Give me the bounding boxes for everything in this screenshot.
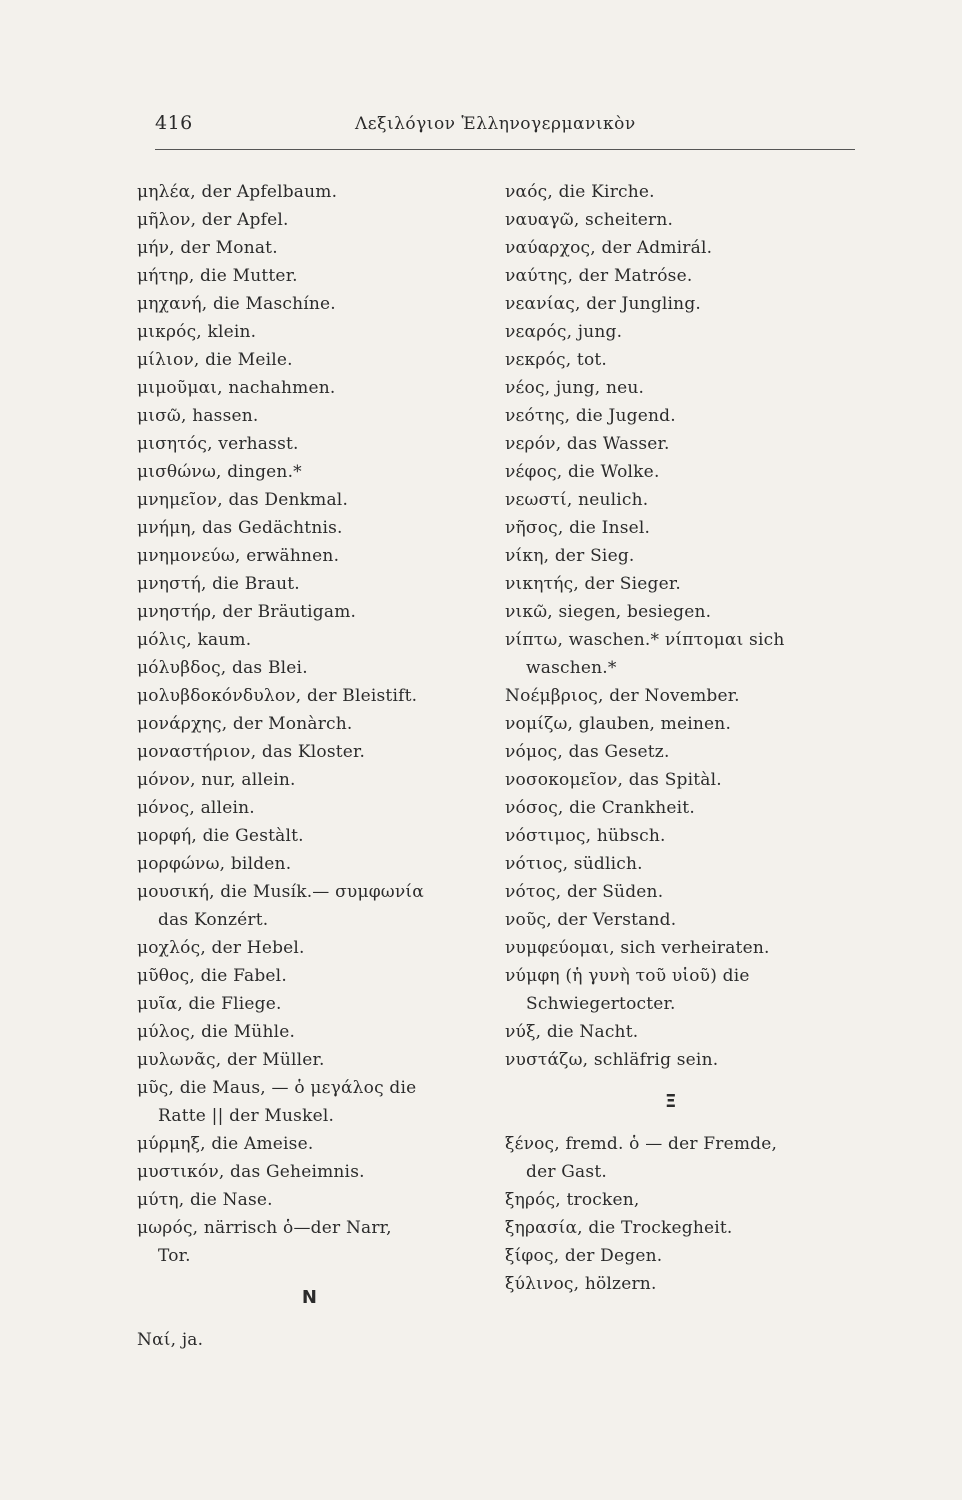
dictionary-entry: νύξ, die Nacht. — [505, 1022, 639, 1042]
dictionary-entry: μιμοῦμαι, nachahmen. — [137, 378, 336, 398]
letter-heading: N — [301, 1287, 318, 1308]
dictionary-entry: μνημεῖον, das Denkmal. — [137, 490, 349, 510]
dictionary-entry: νομίζω, glauben, meinen. — [505, 714, 732, 734]
dictionary-entry: μύλος, die Mühle. — [137, 1022, 296, 1042]
dictionary-entry: νυμφεύομαι, sich verheiraten. — [505, 938, 770, 958]
dictionary-entry: ξένος, fremd. ὁ — der Fremde, — [505, 1134, 778, 1154]
dictionary-entry: μόνον, nur, allein. — [137, 770, 296, 790]
dictionary-entry: νεαρός, jung. — [505, 322, 623, 342]
page-header — [155, 112, 855, 152]
dictionary-entry: νικητής, der Sieger. — [505, 574, 681, 594]
running-title: Λεξιλόγιον Ἑλληνογερμανικὸν — [355, 114, 636, 134]
entry-continuation: Tor. — [158, 1246, 191, 1266]
dictionary-entry: νότος, der Süden. — [505, 882, 664, 902]
dictionary-entry: νίπτω, waschen.* νίπτομαι sich — [505, 630, 785, 650]
dictionary-entry: μυλωνᾶς, der Müller. — [137, 1050, 325, 1070]
dictionary-entry: μῦς, die Maus, — ὁ μεγάλος die — [137, 1078, 417, 1098]
dictionary-entry: νέος, jung, neu. — [505, 378, 645, 398]
dictionary-entry: νίκη, der Sieg. — [505, 546, 635, 566]
dictionary-entry: ναύαρχος, der Admirál. — [505, 238, 713, 258]
dictionary-entry: Νοέμβριος, der November. — [505, 686, 740, 706]
dictionary-entry: μορφώνω, bilden. — [137, 854, 292, 874]
right-column — [505, 178, 855, 1298]
entry-continuation: Ratte || der Muskel. — [158, 1106, 335, 1126]
dictionary-entry: μισθώνω, dingen.* — [137, 462, 302, 482]
dictionary-entry: μορφή, die Gestàlt. — [137, 826, 304, 846]
dictionary-entry: ναός, die Kirche. — [505, 182, 655, 202]
dictionary-entry: νοῦς, der Verstand. — [505, 910, 677, 930]
header-rule — [155, 149, 855, 150]
dictionary-entry: μηχανή, die Maschíne. — [137, 294, 336, 314]
dictionary-entry: μισῶ, hassen. — [137, 406, 259, 426]
dictionary-entry: μῦθος, die Fabel. — [137, 966, 287, 986]
dictionary-entry: νυστάζω, schläfrig sein. — [505, 1050, 719, 1070]
dictionary-entry: μόλις, kaum. — [137, 630, 252, 650]
dictionary-entry: νεότης, die Jugend. — [505, 406, 676, 426]
dictionary-entry: μωρός, närrisch ὁ—der Narr, — [137, 1218, 392, 1238]
dictionary-entry: μύρμηξ, die Ameise. — [137, 1134, 314, 1154]
dictionary-entry: νόσος, die Crankheit. — [505, 798, 695, 818]
dictionary-entry: μουσική, die Musík.— συμφωνία — [137, 882, 424, 902]
dictionary-entry: μολυβδοκόνδυλον, der Bleistift. — [137, 686, 418, 706]
page-number: 416 — [155, 112, 193, 134]
dictionary-entry: μοχλός, der Hebel. — [137, 938, 305, 958]
entry-continuation: der Gast. — [526, 1162, 607, 1182]
dictionary-entry: νότιος, südlich. — [505, 854, 643, 874]
dictionary-entry: ναυαγῶ, scheitern. — [505, 210, 674, 230]
dictionary-entry: νέφος, die Wolke. — [505, 462, 660, 482]
dictionary-entry: νεκρός, tot. — [505, 350, 608, 370]
dictionary-entry: ναύτης, der Matróse. — [505, 266, 693, 286]
dictionary-entry: νερόν, das Wasser. — [505, 434, 670, 454]
dictionary-entry: μονάρχης, der Monàrch. — [137, 714, 353, 734]
dictionary-entry: μυστικόν, das Geheimnis. — [137, 1162, 365, 1182]
dictionary-entry: μνηστή, die Braut. — [137, 574, 300, 594]
entry-continuation: das Konzért. — [158, 910, 269, 930]
dictionary-entry: μνηστήρ, der Bräutigam. — [137, 602, 357, 622]
dictionary-entry: μικρός, klein. — [137, 322, 257, 342]
dictionary-entry: μήν, der Monat. — [137, 238, 278, 258]
dictionary-entry: νεανίας, der Jungling. — [505, 294, 702, 314]
dictionary-entry: ξηρασία, die Trockegheit. — [505, 1218, 733, 1238]
letter-heading: Ξ — [665, 1091, 677, 1112]
dictionary-entry: μόνος, allein. — [137, 798, 255, 818]
dictionary-entry: Ναί, ja. — [137, 1330, 204, 1350]
dictionary-entry: μύτη, die Nase. — [137, 1190, 273, 1210]
dictionary-entry: νόμος, das Gesetz. — [505, 742, 670, 762]
dictionary-entry: ξίφος, der Degen. — [505, 1246, 663, 1266]
dictionary-entry: μνημονεύω, erwähnen. — [137, 546, 340, 566]
dictionary-entry: μοναστήριον, das Kloster. — [137, 742, 366, 762]
dictionary-entry: μισητός, verhasst. — [137, 434, 299, 454]
entry-continuation: Schwiegertocter. — [526, 994, 676, 1014]
dictionary-entry: ξηρός, trocken, — [505, 1190, 640, 1210]
dictionary-entry: νύμφη (ἡ γυνὴ τοῦ υἱοῦ) die — [505, 966, 750, 986]
dictionary-entry: ξύλινος, hölzern. — [505, 1274, 657, 1294]
dictionary-entry: νόστιμος, hübsch. — [505, 826, 666, 846]
left-column — [137, 178, 482, 1354]
dictionary-entry: νῆσος, die Insel. — [505, 518, 651, 538]
dictionary-entry: μῆλον, der Apfel. — [137, 210, 289, 230]
dictionary-entry: νοσοκομεῖον, das Spitàl. — [505, 770, 722, 790]
dictionary-entry: νεωστί, neulich. — [505, 490, 649, 510]
dictionary-entry: μήτηρ, die Mutter. — [137, 266, 298, 286]
entry-continuation: waschen.* — [526, 658, 617, 678]
dictionary-entry: μόλυβδος, das Blei. — [137, 658, 308, 678]
dictionary-entry: νικῶ, siegen, besiegen. — [505, 602, 712, 622]
dictionary-entry: μυῖα, die Fliege. — [137, 994, 282, 1014]
dictionary-entry: μίλιον, die Meile. — [137, 350, 293, 370]
dictionary-entry: μηλέα, der Apfelbaum. — [137, 182, 338, 202]
dictionary-entry: μνήμη, das Gedächtnis. — [137, 518, 343, 538]
